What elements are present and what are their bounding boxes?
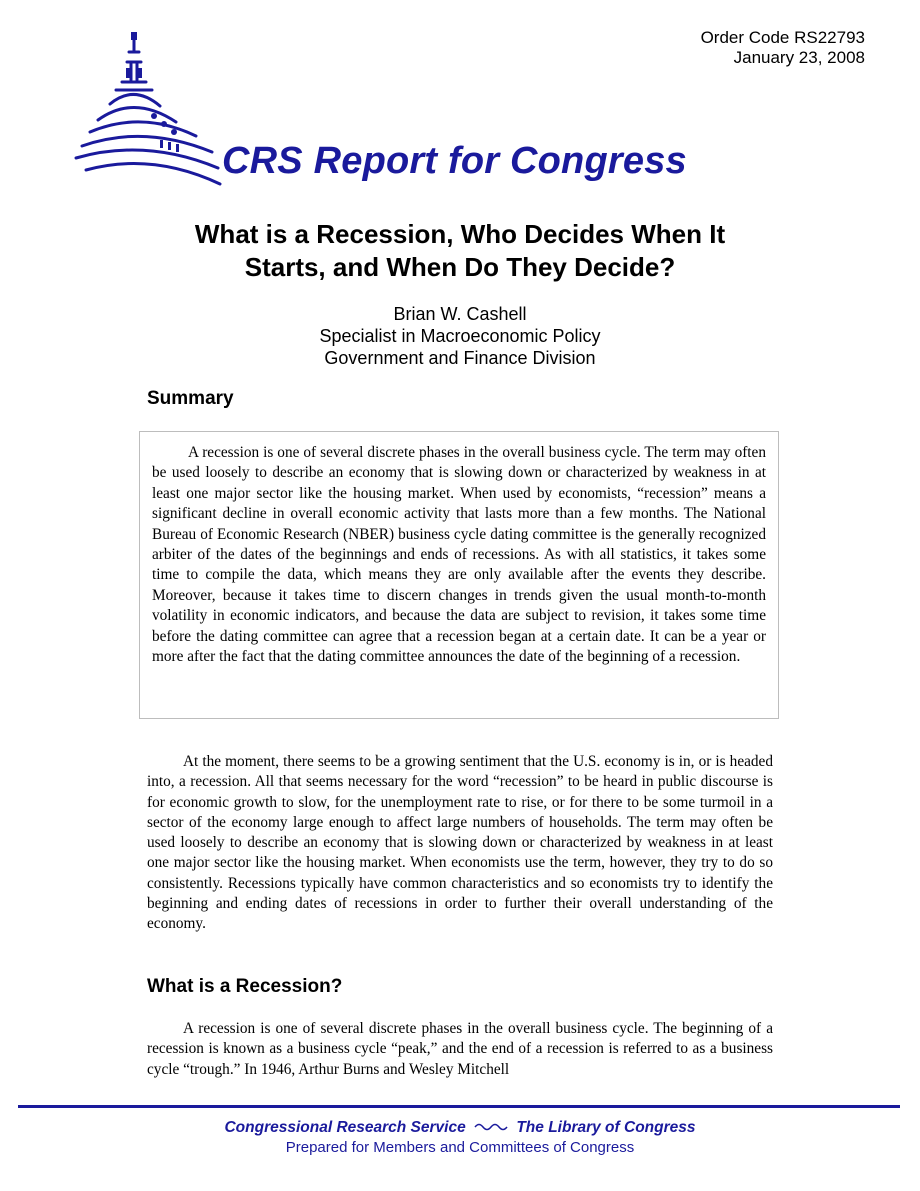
body-paragraph-2: A recession is one of several discrete phases in the overall business cycle. The beginning of a recession is known as a business cycle “peak,” and the end of a recession is referred to as a business cycle “trough.” In 1946, Arthur Burns and Wesley Mitchell [147,1020,773,1078]
footer-prepared-for: Prepared for Members and Committees of Congress [285,1139,635,1156]
section-heading-what-is-recession: What is a Recession? [147,976,343,997]
author-byline [160,303,760,369]
author-position: Specialist in Macroeconomic Policy [319,326,601,346]
page-title [100,218,820,284]
title-line-1: What is a Recession, Who Decides When It [194,219,726,249]
footer-crs: Congressional Research Service [224,1119,466,1136]
report-date: January 23, 2008 [733,48,865,67]
order-code: Order Code RS22793 [700,28,865,47]
order-code-block [701,28,865,68]
capitol-dome-logo [72,28,222,188]
summary-text: A recession is one of several discrete phases in the overall business cycle. The term may often be used loosely to describe an economy that is slowing down or characterized by weakness in at least one major sector like the housing market. When used by economists, “recession” means a significant decline in overall economic activity that lasts more than a few months. The National Bureau of Economic Research (NBER) business cycle dating committee is the generally recognized arbiter of the dates of the beginnings and ends of recessions. As with all statistics, it takes some time to compile the data, which means they are only available after the events they describe. Moreover, because it takes time to discern changes in trends given the usual month-to-month volatility in economic indicators, and because the data are subject to revision, it takes some time before the dating committee can agree that a recession began at a certain date. It can be a year or more after the fact that the dating committee announces the date of the beginning of a recession. [152,444,766,666]
ornament-icon [474,1119,508,1137]
summary-box [139,431,779,719]
body-paragraph-1: At the moment, there seems to be a growing sentiment that the U.S. economy is in, or is headed into, a recession. All that seems necessary for the word “recession” to be heard in public discourse is for economic growth to slow, for the unemployment rate to rise, or for there to be some turmoil in a sector of the economy large enough to affect large numbers of households. The term may often be used loosely to describe an economy that is slowing down or characterized by weakness in at least one major sector like the housing market. When economists use the term, however, they try to do so consistently. Recessions typically have common characteristics and so economists try to identify the beginning and ending dates of recessions in order to further their overall understanding of the economy. [147,753,773,933]
footer-loc: The Library of Congress [516,1119,696,1136]
author-name: Brian W. Cashell [393,304,527,324]
title-line-2: Starts, and When Do They Decide? [244,252,676,282]
summary-heading: Summary [147,388,234,409]
author-division: Government and Finance Division [324,348,596,368]
footer-rule [18,1105,900,1108]
footer-organizations [0,1119,920,1137]
capitol-dome-icon [72,28,222,188]
report-banner: CRS Report for Congress [222,140,687,182]
